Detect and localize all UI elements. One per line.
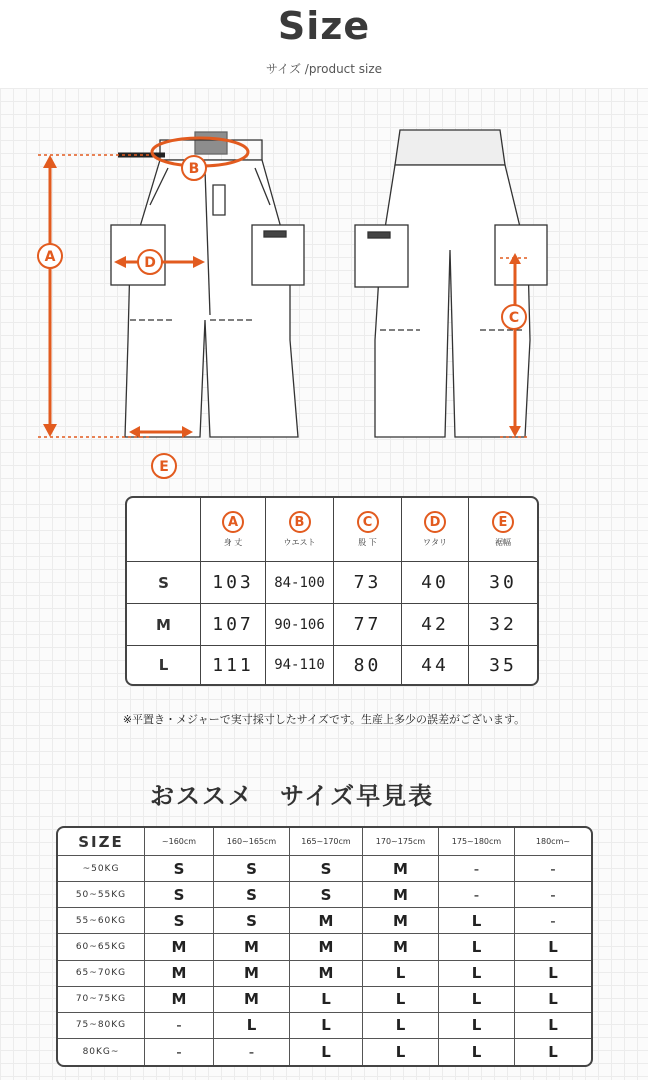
recommended-size: M	[290, 961, 363, 987]
height-header: 160~165cm	[214, 828, 290, 856]
height-header: 180cm~	[515, 828, 591, 856]
column-label: ウエスト	[283, 538, 316, 547]
svg-text:C: C	[508, 310, 520, 326]
recommended-size: M	[363, 908, 439, 934]
height-header: ~160cm	[145, 828, 214, 856]
recommended-size: -	[515, 882, 591, 908]
recommend-title: おススメ サイズ早見表	[150, 782, 435, 810]
measurement-value: 73	[334, 562, 402, 604]
recommended-size: L	[290, 1013, 363, 1039]
column-header-c	[334, 498, 402, 562]
column-header-b	[266, 498, 334, 562]
recommended-size: L	[439, 1013, 515, 1039]
pants-diagram	[0, 120, 648, 490]
column-label: 裾幅	[495, 538, 511, 547]
column-label: ワタリ	[423, 538, 447, 547]
weight-label: 70~75KG	[58, 987, 145, 1013]
svg-text:A: A	[44, 249, 56, 265]
column-header-e	[469, 498, 537, 562]
recommended-size: L	[363, 987, 439, 1013]
recommended-size: S	[145, 908, 214, 934]
recommended-size: L	[363, 1039, 439, 1065]
recommended-size: L	[214, 1013, 290, 1039]
recommended-size: S	[290, 882, 363, 908]
weight-label: 60~65KG	[58, 934, 145, 960]
recommend-size-table	[56, 826, 593, 1067]
measurement-value: 111	[201, 646, 266, 684]
measurement-value: 103	[201, 562, 266, 604]
height-header: 175~180cm	[439, 828, 515, 856]
measurement-value: 77	[334, 604, 402, 646]
recommended-size: M	[145, 934, 214, 960]
measurement-value: 40	[402, 562, 469, 604]
recommended-size: L	[515, 987, 591, 1013]
recommended-size: L	[363, 1013, 439, 1039]
letter-circle: E	[492, 511, 514, 533]
measurement-value: 94-110	[266, 646, 334, 684]
size-label: L	[127, 646, 201, 684]
weight-label: 55~60KG	[58, 908, 145, 934]
recommended-size: L	[363, 961, 439, 987]
recommended-size: -	[439, 882, 515, 908]
column-header-d	[402, 498, 469, 562]
recommended-size: L	[439, 987, 515, 1013]
recommended-size: S	[214, 856, 290, 882]
front-pants-illustration	[111, 132, 304, 437]
recommended-size: L	[439, 934, 515, 960]
recommended-size: -	[515, 856, 591, 882]
size-label: S	[127, 562, 201, 604]
measurement-table	[125, 496, 539, 686]
recommended-size: M	[214, 934, 290, 960]
recommended-size: M	[363, 882, 439, 908]
recommended-size: S	[290, 856, 363, 882]
label-b	[182, 156, 206, 180]
measurement-value: 44	[402, 646, 469, 684]
page-title: Size	[277, 4, 371, 48]
measurement-value: 90-106	[266, 604, 334, 646]
recommended-size: L	[290, 987, 363, 1013]
recommended-size: L	[515, 934, 591, 960]
weight-label: 65~70KG	[58, 961, 145, 987]
svg-text:D: D	[144, 255, 156, 271]
measurement-value: 84-100	[266, 562, 334, 604]
table-corner-cell	[127, 498, 201, 562]
recommended-size: S	[214, 908, 290, 934]
letter-circle: A	[222, 511, 244, 533]
recommended-size: M	[214, 961, 290, 987]
letter-circle: D	[424, 511, 446, 533]
recommended-size: S	[214, 882, 290, 908]
measurement-note: ※平置き・メジャーで実寸採寸したサイズです。生産上多少の誤差がございます。	[122, 713, 526, 726]
recommended-size: L	[439, 908, 515, 934]
recommended-size: L	[439, 1039, 515, 1065]
weight-label: ~50KG	[58, 856, 145, 882]
label-c	[502, 305, 526, 329]
size-corner-label: SIZE	[58, 828, 145, 856]
height-header: 165~170cm	[290, 828, 363, 856]
recommended-size: M	[363, 934, 439, 960]
column-label: 身 丈	[223, 538, 243, 547]
recommended-size: M	[145, 961, 214, 987]
recommended-size: L	[290, 1039, 363, 1065]
measurement-value: 42	[402, 604, 469, 646]
column-header-a	[201, 498, 266, 562]
weight-label: 80KG~	[58, 1039, 145, 1065]
letter-circle: C	[357, 511, 379, 533]
svg-text:E: E	[159, 459, 169, 475]
recommended-size: S	[145, 882, 214, 908]
recommended-size: S	[145, 856, 214, 882]
measurement-value: 107	[201, 604, 266, 646]
letter-circle: B	[289, 511, 311, 533]
recommended-size: L	[515, 1013, 591, 1039]
recommended-size: M	[363, 856, 439, 882]
measurement-value: 80	[334, 646, 402, 684]
column-label: 股 下	[358, 538, 377, 547]
measurement-value: 35	[489, 654, 517, 676]
recommended-size: M	[145, 987, 214, 1013]
size-label: M	[127, 604, 201, 646]
measurement-value: 32	[469, 604, 537, 646]
recommended-size: -	[145, 1039, 214, 1065]
recommended-size: M	[290, 908, 363, 934]
back-pants-illustration	[355, 130, 547, 437]
label-d	[138, 250, 162, 274]
label-e	[152, 454, 176, 478]
recommended-size: M	[290, 934, 363, 960]
height-header: 170~175cm	[363, 828, 439, 856]
recommended-size: -	[515, 908, 591, 934]
recommended-size: L	[439, 961, 515, 987]
recommended-size: L	[548, 1042, 558, 1061]
recommended-size: -	[145, 1013, 214, 1039]
page-subtitle: サイズ /product size	[265, 62, 383, 76]
recommended-size: M	[214, 987, 290, 1013]
svg-text:B: B	[188, 161, 200, 177]
label-a	[38, 244, 62, 268]
measurement-value: 30	[469, 562, 537, 604]
recommended-size: -	[214, 1039, 290, 1065]
recommended-size: -	[439, 856, 515, 882]
weight-label: 50~55KG	[58, 882, 145, 908]
weight-label: 75~80KG	[58, 1013, 145, 1039]
recommended-size: L	[515, 961, 591, 987]
